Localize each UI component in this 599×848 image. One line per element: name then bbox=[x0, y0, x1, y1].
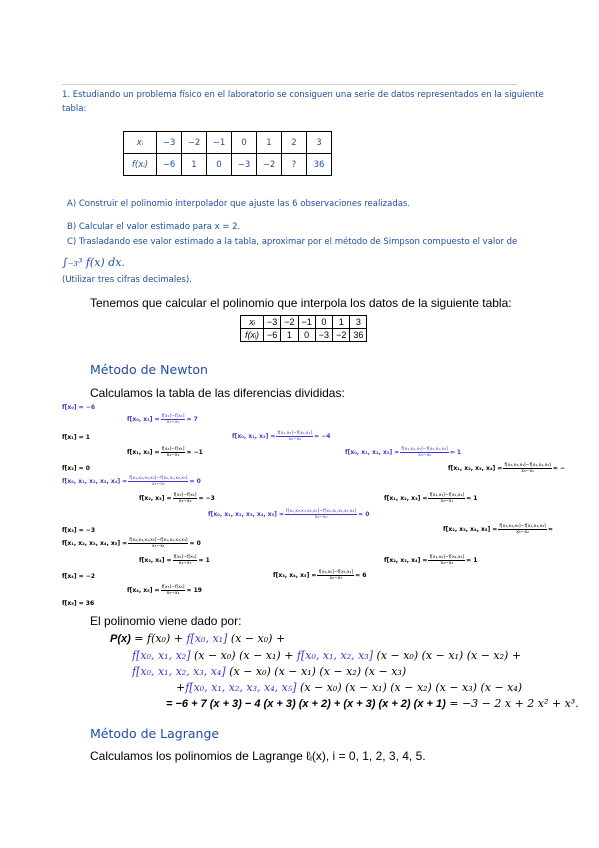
table-cell: 1 bbox=[333, 316, 350, 329]
newton-heading: Método de Newton bbox=[90, 362, 208, 377]
table-row-x bbox=[124, 132, 332, 154]
dd-f01234: f[x₀, x₁, x₂, x₃, x₄] = $\frac{\text{f[x₁,x₂,x₃,x₄]−f[x₀,x₁,x₂,x₃]}}{\text{x₄−x₀}}$ = 0 bbox=[62, 476, 201, 487]
table-cell: 3 bbox=[350, 316, 367, 329]
table-cell: −1 bbox=[207, 132, 232, 154]
table-row-x bbox=[241, 316, 367, 329]
dd-f012: f[x₀, x₁, x₂] = $\frac{\text{f[x₁,x₂]−f[x₀,x₁]}}{\text{x₂−x₀}}$ = −4 bbox=[232, 431, 331, 442]
problem-line-2: tabla: bbox=[62, 104, 87, 114]
dd-f3: f[x₃] = −3 bbox=[62, 527, 95, 534]
table-row-fx bbox=[124, 154, 332, 176]
problem-data-table bbox=[123, 131, 332, 176]
dd-f12: f[x₁, x₂] = $\frac{\text{f[x₂]−f[x₁]}}{\text{x₂−x₁}}$ = −1 bbox=[127, 447, 203, 458]
table-cell: 1 bbox=[257, 132, 282, 154]
table-cell: −3 bbox=[157, 132, 182, 154]
table-cell: −6 bbox=[264, 329, 281, 342]
table-header-fx: f(xᵢ) bbox=[241, 329, 264, 342]
question-b: B) Calcular el valor estimado para x = 2. bbox=[67, 222, 241, 232]
dd-f345: f[x₃, x₄, x₅] = $\frac{\text{f[x₄,x₅]−f[x₃,x₄]}}{\text{x₅−x₃}}$ = 6 bbox=[273, 570, 367, 581]
polynomial-line-4: +f[x₀, x₁, x₂, x₃, x₄, x₅] (x − x₀) (x − x₁) (x − x₂) (x − x₃) (x − x₄) bbox=[176, 681, 523, 694]
dd-f4: f[x₄] = −2 bbox=[62, 573, 95, 580]
dd-f234: f[x₂, x₃, x₄] = $\frac{\text{f[x₃,x₄]−f[x₂,x₃]}}{\text{x₄−x₂}}$ = 1 bbox=[384, 555, 478, 566]
table-cell: 0 bbox=[232, 132, 257, 154]
polynomial-line-2: f[x₀, x₁, x₂] (x − x₀) (x − x₁) + f[x₀, x₁, x₂, x₃] (x − x₀) (x − x₁) (x − x₂) + bbox=[132, 649, 522, 662]
dd-f2: f[x₂] = 0 bbox=[62, 465, 90, 472]
table-cell: −3 bbox=[315, 329, 332, 342]
table-cell: 1 bbox=[281, 329, 298, 342]
dd-f1: f[x₁] = 1 bbox=[62, 434, 90, 441]
solution-intro: Tenemos que calcular el polinomio que interpola los datos de la siguiente tabla: bbox=[90, 296, 512, 310]
dd-f123: f[x₁, x₂, x₃] = $\frac{\text{f[x₂,x₃]−f[x₁,x₂]}}{\text{x₃−x₁}}$ = 1 bbox=[384, 493, 478, 504]
polynomial-result: = −6 + 7 (x + 3) − 4 (x + 3) (x + 2) + (x + 3) (x + 2) (x + 1) = −3 − 2 x + 2 x² + x³. bbox=[166, 697, 579, 710]
top-divider bbox=[62, 84, 517, 85]
dd-f012345: f[x₀, x₁, x₂, x₃, x₄, x₅] = $\frac{\text{f[x₁,x₂,x₃,x₄,x₅]−f[x₀,x₁,x₂,x₃,x₄]}}{\text{x₅−x₀}}$ = 0 bbox=[208, 509, 370, 520]
table-header-x: xᵢ bbox=[124, 132, 157, 154]
rounding-note: (Utilizar tres cifras decimales). bbox=[62, 275, 192, 285]
dd-f12345: f[x₁, x₂, x₃, x₄, x₅] = $\frac{\text{f[x₂,x₃,x₄,x₅]−f[x₁,x₂,x₃,x₄]}}{\text{x₅−x₁}}$ = 0 bbox=[62, 538, 201, 549]
integral-expression: ∫₋₃³ f(x) dx. bbox=[62, 256, 125, 269]
lagrange-intro: Calculamos los polinomios de Lagrange ℓᵢ(x), i = 0, 1, 2, 3, 4, 5. bbox=[90, 749, 426, 763]
table-cell: −1 bbox=[298, 316, 315, 329]
table-cell: 0 bbox=[298, 329, 315, 342]
table-cell: −3 bbox=[264, 316, 281, 329]
table-cell: 0 bbox=[315, 316, 332, 329]
dd-f5: f[x₅] = 36 bbox=[62, 600, 95, 607]
table-cell: −3 bbox=[232, 154, 257, 176]
table-cell: −2 bbox=[182, 132, 207, 154]
table-cell: ? bbox=[282, 154, 307, 176]
question-c: C) Trasladando ese valor estimado a la tabla, aproximar por el método de Simpson compuesto el valor de bbox=[67, 237, 518, 247]
table-cell: −2 bbox=[281, 316, 298, 329]
dd-f2345: f[x₂, x₃, x₄, x₅] = $\frac{\text{f[x₃,x₄,x₅]−f[x₂,x₃,x₄]}}{\text{x₅−x₂}}$ = bbox=[443, 524, 553, 535]
table-cell: 3 bbox=[307, 132, 332, 154]
table-header-fx: f(xᵢ) bbox=[124, 154, 157, 176]
table-cell: −2 bbox=[333, 329, 350, 342]
polynomial-line-3: f[x₀, x₁, x₂, x₃, x₄] (x − x₀) (x − x₁) (x − x₂) (x − x₃) bbox=[132, 665, 407, 678]
dd-f0: f[x₀] = −6 bbox=[62, 404, 95, 411]
dd-f45: f[x₄, x₅] = $\frac{\text{f[x₅]−f[x₄]}}{\text{x₅−x₄}}$ = 19 bbox=[127, 585, 202, 596]
question-a: A) Construir el polinomio interpolador que ajuste las 6 observaciones realizadas. bbox=[67, 199, 411, 209]
newton-intro: Calculamos la tabla de las diferencias divididas: bbox=[90, 386, 345, 400]
dd-f0123: f[x₀, x₁, x₂, x₃] = $\frac{\text{f[x₁,x₂,x₃]−f[x₀,x₁,x₂]}}{\text{x₃−x₀}}$ = 1 bbox=[345, 447, 462, 458]
table-header-x: xᵢ bbox=[241, 316, 264, 329]
table-cell: 2 bbox=[282, 132, 307, 154]
lagrange-heading: Método de Lagrange bbox=[90, 726, 220, 741]
polynomial-intro: El polinomio viene dado por: bbox=[90, 614, 242, 628]
polynomial-line-1: P(x) = f(x₀) + f[x₀, x₁] (x − x₀) + bbox=[110, 632, 286, 645]
dd-f1234: f[x₁, x₂, x₃, x₄] = $\frac{\text{f[x₂,x₃,x₄]−f[x₁,x₂,x₃]}}{\text{x₄−x₁}}$ = − bbox=[448, 463, 565, 474]
table-cell: 36 bbox=[350, 329, 367, 342]
table-cell: 0 bbox=[207, 154, 232, 176]
table-cell: −2 bbox=[257, 154, 282, 176]
dd-f01: f[x₀, x₁] = $\frac{\text{f[x₁]−f[x₀]}}{\text{x₁−x₀}}$ = 7 bbox=[127, 414, 198, 425]
table-cell: 36 bbox=[307, 154, 332, 176]
dd-f23: f[x₂, x₃] = $\frac{\text{f[x₃]−f[x₂]}}{\text{x₃−x₂}}$ = −3 bbox=[139, 493, 215, 504]
table-cell: 1 bbox=[182, 154, 207, 176]
dd-f34: f[x₃, x₄] = $\frac{\text{f[x₄]−f[x₃]}}{\text{x₄−x₃}}$ = 1 bbox=[139, 555, 210, 566]
table-row-fx bbox=[241, 329, 367, 342]
solution-data-table bbox=[240, 315, 367, 342]
table-cell: −6 bbox=[157, 154, 182, 176]
problem-line-1: 1. Estudiando un problema físico en el laboratorio se consiguen una serie de datos representados en la siguiente bbox=[62, 90, 544, 100]
